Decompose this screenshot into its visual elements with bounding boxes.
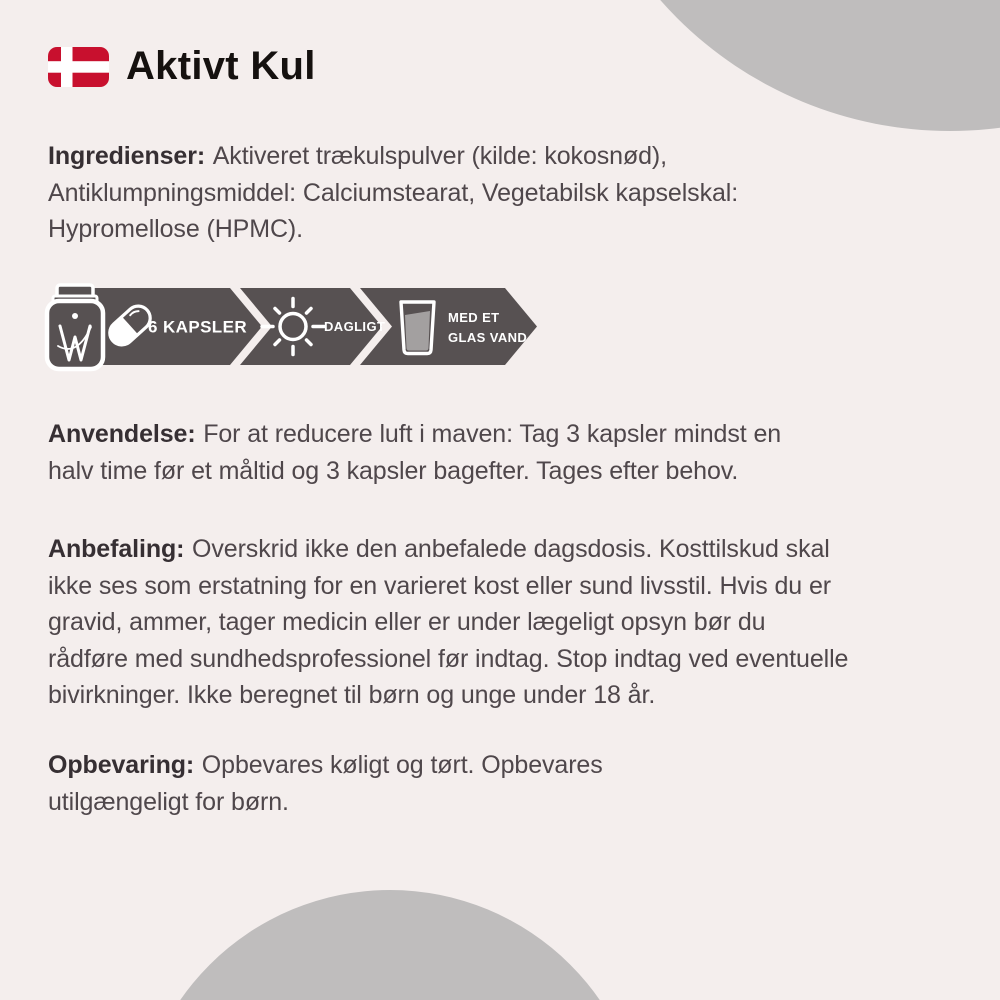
opbevaring-label: Opbevaring: [48,751,195,779]
opbevaring-line-1: Opbevares køligt og tørt. Opbevares [201,751,603,779]
text-line [48,747,603,784]
anvendelse-label: Anvendelse: [48,420,196,448]
product-title: Aktivt Kul [126,44,316,88]
text-line [48,138,738,175]
step-2-label: DAGLIGT [324,319,386,334]
text-line [48,531,848,568]
ingredienser-line-3: Hypromellose (HPMC). [48,215,303,243]
anbefaling-label: Anbefaling: [48,535,185,563]
anvendelse-line-2: halv time før et måltid og 3 kapsler bagefter. Tages efter behov. [48,456,739,485]
opbevaring-line-2: utilgængeligt for børn. [48,787,289,816]
step-3-label-line-1: MED ET [448,310,500,325]
anbefaling-line-3: gravid, ammer, tager medicin eller er under lægeligt opsyn bør du [48,608,766,636]
text-line [48,416,781,453]
ingredienser-line-2: Antiklumpningsmiddel: Calciumstearat, Vegetabilsk kapselskal: [48,178,739,207]
section-anvendelse [48,416,781,489]
decorative-circle-top-right [564,0,1000,131]
dosage-step-3-shape [360,288,537,365]
ingredienser-line-1: Aktiveret trækulspulver (kilde: kokosnød), [212,142,668,170]
supplement-bottle-icon [47,285,103,369]
anbefaling-line-1: Overskrid ikke den anbefalede dagsdosis. Kosttilskud skal [192,535,830,563]
anbefaling-line-2: ikke ses som erstatning for en varieret kost eller sund livsstil. Hvis du er [48,571,831,600]
ingredienser-label: Ingredienser: [48,142,206,170]
section-anbefaling [48,531,848,714]
brand-mark-dot [72,313,78,319]
anbefaling-line-5: bivirkninger. Ikke beregnet til børn og unge under 18 år. [48,681,656,709]
step-3-label-line-2: GLAS VAND [448,330,528,345]
anbefaling-line-4: rådføre med sundhedsprofessionel før indtag. Stop indtag ved eventuelle [48,644,849,673]
step-1-label: 6 KAPSLER [148,317,248,337]
section-ingredienser [48,138,738,248]
decorative-circle-bottom [135,890,645,1000]
section-opbevaring [48,747,603,820]
danish-flag-icon [48,47,109,87]
brand-header [48,44,316,89]
dosage-banner [44,280,604,376]
anvendelse-line-1: For at reducere luft i maven: Tag 3 kapsler mindst en [203,420,782,448]
